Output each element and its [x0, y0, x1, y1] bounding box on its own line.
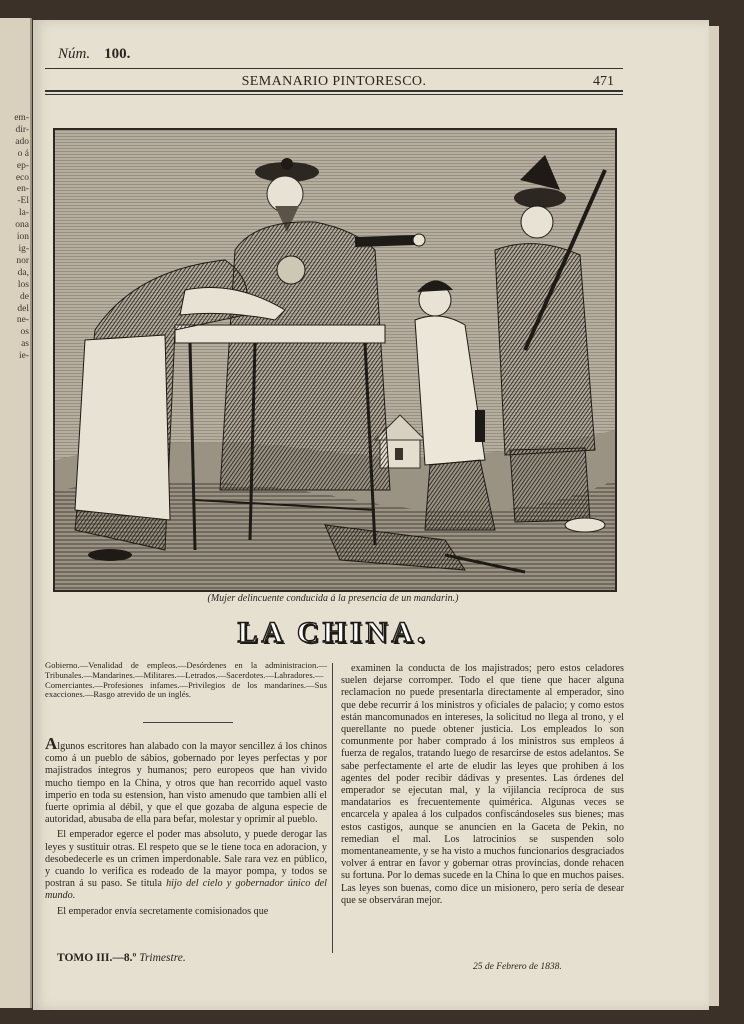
engraving-illustration	[53, 128, 617, 592]
top-rule	[45, 68, 623, 69]
issue-date: 25 de Febrero de 1838.	[473, 962, 562, 972]
volume-label: TOMO III.—8.º	[57, 952, 137, 964]
page-edge	[709, 26, 719, 1006]
facing-page-fragment: nor	[16, 255, 29, 266]
issue-number-label: Núm.	[58, 46, 91, 62]
facing-page-fragment: ig-	[18, 243, 29, 254]
facing-page-fragment: -El	[17, 196, 29, 207]
facing-page-fragment: en-	[16, 184, 29, 195]
facing-page-edge	[0, 18, 32, 1008]
right-column-text: examinen la conducta de los majistrados; pero estos celadores suelen dejarse corromper. Todo el que tiene que hacer alguna reclamacion no puede presentarla directamente al emperador, sino que debe recurrir á los ministros y oficiales de palacio; y como estos están mancomunados en intereses, la solicitud no llega al trono, y el querellante no puede obtener justicia. Los empleados lo son comunmente por haber comprado á los ministros sus empleos á fuerza de regalos, tratando luego de resarcirse de estos adelantos. Se sabe perfectamente el arte de eludir las leyes que prohiben á los agentes del poder recibir dádivas y presentes. Las órdenes del emperador se ejecutan mal, y la vijilancia recíproca de sus mandatarios es frecuentemente quimérica. Algunas veces se encarcela y apalea á los culpados confiscándoseles sus bienes; mas estos castigos, aunque se anuncien en la Gaceta de Pekin, no remedian el mal. Los latrocinios se suspenden solo momentaneamente, y se ha visto a muchos funcionarios desgraciados volver á entrar en favor y gobernar otras provincias, donde rehacen su fortuna. Por lo demas sucede en la China lo que en muchos paises. Las leyes son buenas, como dice un misionero, pero sería de desear que se observáran mejor.	[341, 663, 624, 906]
facing-page-fragment: de	[20, 291, 29, 302]
paragraph-1-text: lgunos escritores han alabado con la mayor sencillez á los chinos como á un pueblo de sábios, gobernado por leyes perfectas y por majistrados íntegros y humanos; pero europeos que han vivido mucho tiempo en la China, y otros que han recorrido aquel vasto imperio en toda su estension, han visto amenudo que tambien allí el fuerte oprimia al débil, y que el que gozaba de alguna especie de autoridad, abusaba de ella para befar, molestar y oprimir al pueblo.	[45, 741, 327, 826]
summary-rule	[143, 722, 233, 723]
facing-page-fragment: ion	[16, 232, 29, 243]
issue-number-value: 100.	[104, 46, 131, 62]
facing-page-fragment: os	[20, 327, 29, 338]
facing-page-text-fragments	[1, 113, 29, 363]
facing-page-fragment: em-	[14, 113, 29, 123]
facing-page-fragment: la-	[18, 208, 29, 219]
facing-page-fragment: da,	[17, 267, 29, 278]
column-divider	[332, 663, 333, 953]
facing-page-fragment: eco	[15, 172, 29, 183]
facing-page-fragment: ona	[15, 220, 29, 231]
facing-page-fragment: ep-	[16, 160, 29, 171]
trimester-label: Trimestre.	[139, 952, 186, 964]
page-number: 471	[593, 74, 614, 89]
facing-page-fragment: as	[21, 339, 29, 350]
facing-page-fragment: dir-	[15, 124, 29, 135]
newspaper-page	[33, 20, 709, 1010]
facing-page-fragment: los	[17, 279, 29, 290]
paragraph-3	[45, 906, 327, 918]
facing-page-fragment: ie-	[18, 351, 29, 362]
paragraph-2-italic: hijo del cielo y gobernador único del mundo.	[45, 878, 328, 902]
facing-page-fragment: o á	[17, 148, 29, 159]
paragraph-1	[45, 734, 327, 826]
engraving-caption: (Mujer delincuente conducida á la presencia de un mandarin.)	[207, 593, 459, 604]
facing-page-fragment: ado	[15, 136, 29, 147]
header-rule	[45, 90, 623, 92]
facing-page-fragment: ne-	[16, 315, 29, 326]
volume-footer	[57, 952, 186, 964]
paragraph-2-text: El emperador egerce el poder mas absoluto, y puede derogar las leyes y sustituir otras. El respeto que se le tiene toca en adoracion, y desobedecerle es un crimen imperdonable. Sale rara vez en público, y cuando lo verifica es rodeado de la mayor pompa, y todos se postran á su paso. Se titula	[45, 829, 327, 890]
facing-page-fragment: del	[17, 303, 29, 314]
paragraph-2	[45, 829, 327, 902]
article-summary: Gobierno.—Venalidad de empleos.—Desórdenes en la administracion.—Tribunales.—Mandarines.—Militares.—Letrados.—Sacerdotes.—Labradores.—Comerciantes.—Profesiones infames.—Privilegios de los mandarines.—Sus exacciones.—Rasgo atrevido de un inglés.	[45, 660, 327, 700]
running-title: SEMANARIO PINTORESCO.	[241, 74, 427, 89]
paragraph-3-text: El emperador envía secretamente comisionados que	[57, 905, 269, 917]
drop-cap: A	[45, 734, 58, 753]
header-rule-thin	[45, 94, 623, 95]
issue-number	[58, 46, 130, 63]
article-title: LA CHINA.	[237, 616, 429, 649]
engraving-svg	[55, 130, 615, 590]
right-column	[341, 663, 624, 907]
left-column	[45, 734, 328, 921]
